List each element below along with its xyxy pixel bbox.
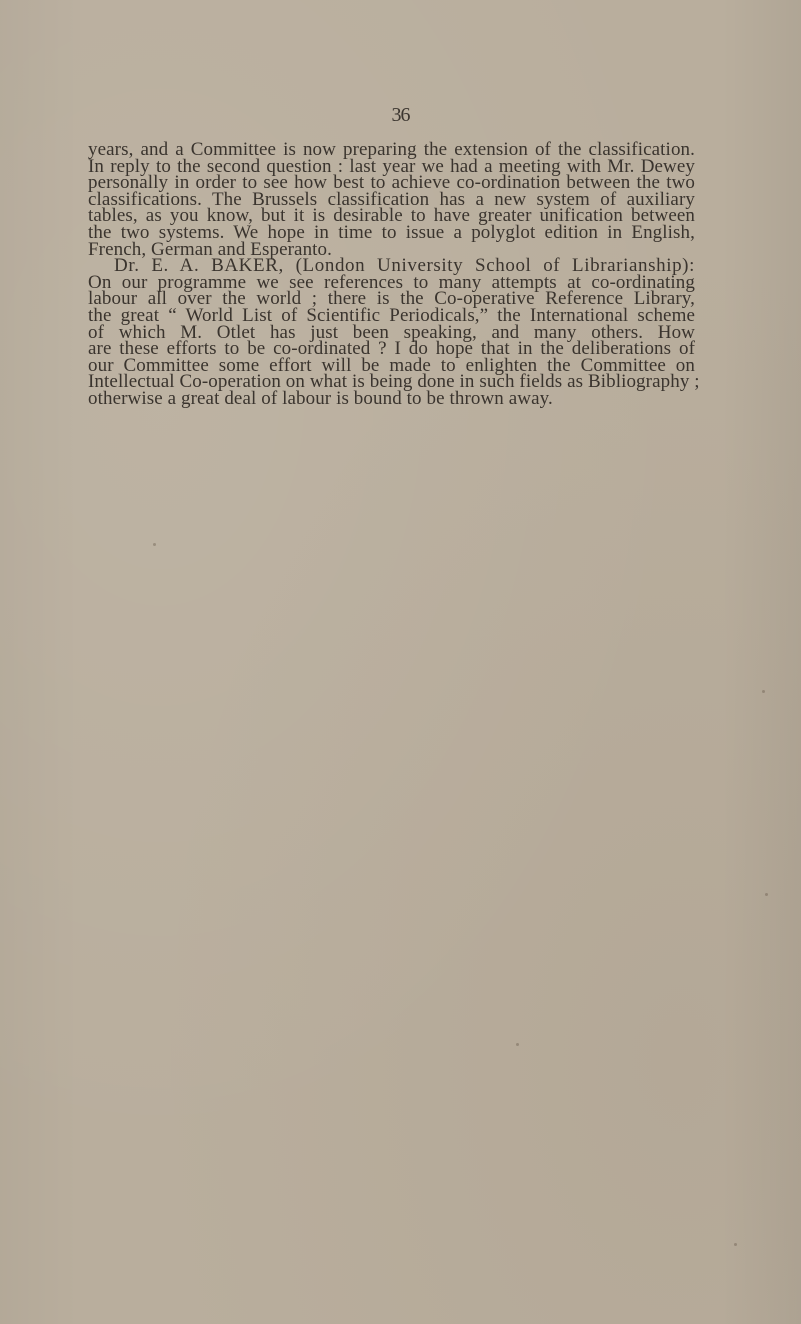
text-line: are these efforts to be co-ordinated ? I do hope that in the deliberations of <box>88 338 695 360</box>
text-line: In reply to the second question : last year we had a meeting with Mr. Dewey <box>88 155 695 177</box>
text-line: the two systems. We hope in time to issue a polyglot edition in English, <box>88 221 695 243</box>
text-line: On our programme we see references to many attempts at co-ordinating <box>88 271 695 293</box>
text-line: French, German and Esperanto. <box>88 238 333 260</box>
paper-speck <box>153 543 156 546</box>
page-number: 36 <box>391 104 410 126</box>
body-text <box>88 139 700 409</box>
text-line: the great “ World List of Scientific Periodicals,” the International scheme <box>88 304 695 326</box>
text-line: Intellectual Co-operation on what is being done in such fields as Bibliography ; <box>88 371 700 393</box>
text-line: labour all over the world ; there is the Co-operative Reference Library, <box>88 288 695 310</box>
paper-speck <box>765 893 768 896</box>
paragraph-baker <box>88 255 700 409</box>
text-line: classifications. The Brussels classification has a new system of auxiliary <box>88 188 695 210</box>
speaker-line: Dr. E. A. BAKER, (London University School of Librarianship): <box>114 255 695 277</box>
paper-speck <box>734 1243 737 1246</box>
paper-speck <box>516 1043 519 1046</box>
paper-speck <box>762 690 765 693</box>
text-line: otherwise a great deal of labour is bound to be thrown away. <box>88 387 553 409</box>
text-line: our Committee some effort will be made to enlighten the Committee on <box>88 354 695 376</box>
text-line: personally in order to see how best to achieve co-ordination between the two <box>88 172 695 194</box>
paragraph-continuation <box>88 139 695 260</box>
text-line: years, and a Committee is now preparing the extension of the classification. <box>88 139 695 160</box>
text-line: of which M. Otlet has just been speaking, and many others. How <box>88 321 695 343</box>
text-line: tables, as you know, but it is desirable to have greater unification between <box>88 205 695 227</box>
